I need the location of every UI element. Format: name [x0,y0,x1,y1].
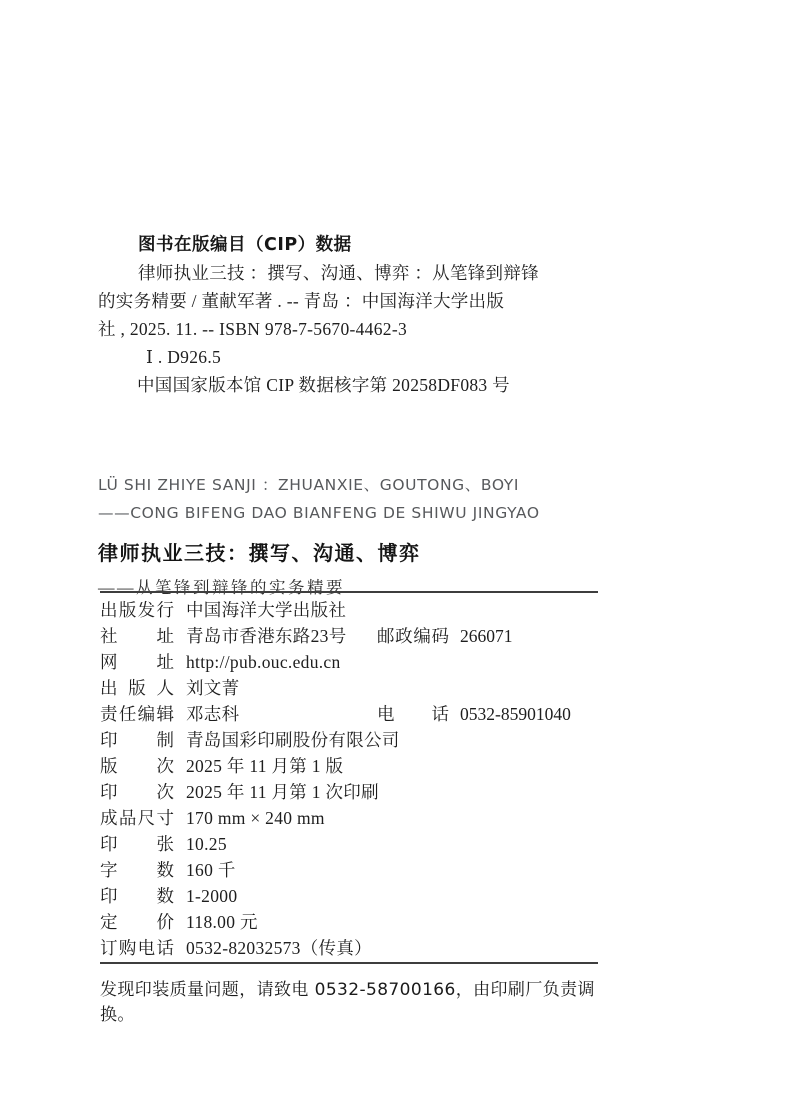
row-value: 青岛国彩印刷股份有限公司 [186,730,400,750]
row-label: 字数 [100,860,174,880]
cip-isbn-line: 社 , 2025. 11. -- ISBN 978-7-5670-4462-3 [98,319,408,339]
pinyin-subtitle-line: ——CONG BIFENG DAO BIANFENG DE SHIWU JINGYAO [98,504,540,522]
colophon-row-size [100,805,598,831]
row-value: http://pub.ouc.edu.cn [186,652,341,672]
row-label: 印数 [100,886,174,906]
row-value: 2025 年 11 月第 1 版 [186,756,344,776]
row-value: 160 千 [186,860,236,880]
colophon-row-editor [100,701,598,727]
row-label: 订购电话 [100,938,174,958]
colophon-row-publisher-person [100,675,598,701]
colophon-row-wordcount [100,857,598,883]
cip-author-line: 的实务精要 / 董献军著 . -- 青岛 ：中国海洋大学出版 [98,291,505,311]
row-label: 网址 [100,652,174,672]
row-value: 青岛市香港东路23号 [186,626,347,646]
row-value: 刘文菁 [186,678,240,698]
colophon-row-website [100,649,598,675]
footer-block [100,962,598,1025]
row-label: 出版发行 [100,600,174,620]
cip-title-line: 律师执业三技 ：撰写、沟通、博弈 ：从笔锋到辩锋 [138,263,539,283]
colophon-row-orderphone [100,935,598,961]
title-block [98,471,658,599]
colophon-row-sheets [100,831,598,857]
row-label: 出版人 [100,678,174,698]
cip-classification-line: Ⅰ . D926.5 [146,347,222,367]
book-title: 律师执业三技：撰写、沟通、博弈 [98,541,421,565]
colophon-row-publisher [100,597,598,623]
row-value: 2025 年 11 月第 1 次印刷 [186,782,379,802]
colophon-row-printer [100,727,598,753]
row-value: 邓志科 [186,704,240,724]
row-label: 印张 [100,834,174,854]
row-label-phone: 电话 [377,704,449,724]
colophon-row-impression [100,779,598,805]
row-label: 版次 [100,756,174,776]
row-label: 责任编辑 [100,704,174,724]
row-value: 1-2000 [186,886,238,906]
pinyin-title-line: LÜ SHI ZHIYE SANJI ：ZHUANXIE、GOUTONG、BOYI [98,476,520,494]
row-value: 170 mm × 240 mm [186,808,325,828]
row-label: 社址 [100,626,174,646]
quality-notice: 发现印装质量问题，请致电 0532-58700166，由印刷厂负责调换。 [100,980,595,1025]
row-label: 成品尺寸 [100,808,174,828]
book-subtitle: ——从笔锋到辩锋的实务精要 [98,578,345,597]
row-value: 中国海洋大学出版社 [186,600,347,620]
cip-header: 图书在版编目（CIP）数据 [138,235,352,255]
cip-data-block [98,231,568,399]
row-label: 印次 [100,782,174,802]
colophon-row-edition [100,753,598,779]
colophon-row-printrun [100,883,598,909]
row-label-postcode: 邮政编码 [377,626,449,646]
row-label: 印制 [100,730,174,750]
row-value: 0532-82032573（传真） [186,938,372,958]
row-value: 10.25 [186,834,227,854]
colophon-row-price [100,909,598,935]
colophon-table [100,591,598,961]
cip-registry-line: 中国国家版本馆 CIP 数据核字第 20258DF083 号 [137,375,510,395]
row-value-phone: 0532-85901040 [460,704,571,724]
row-value-postcode: 266071 [460,626,513,646]
colophon-row-address [100,623,598,649]
row-value: 118.00 元 [186,912,258,932]
row-label: 定价 [100,912,174,932]
